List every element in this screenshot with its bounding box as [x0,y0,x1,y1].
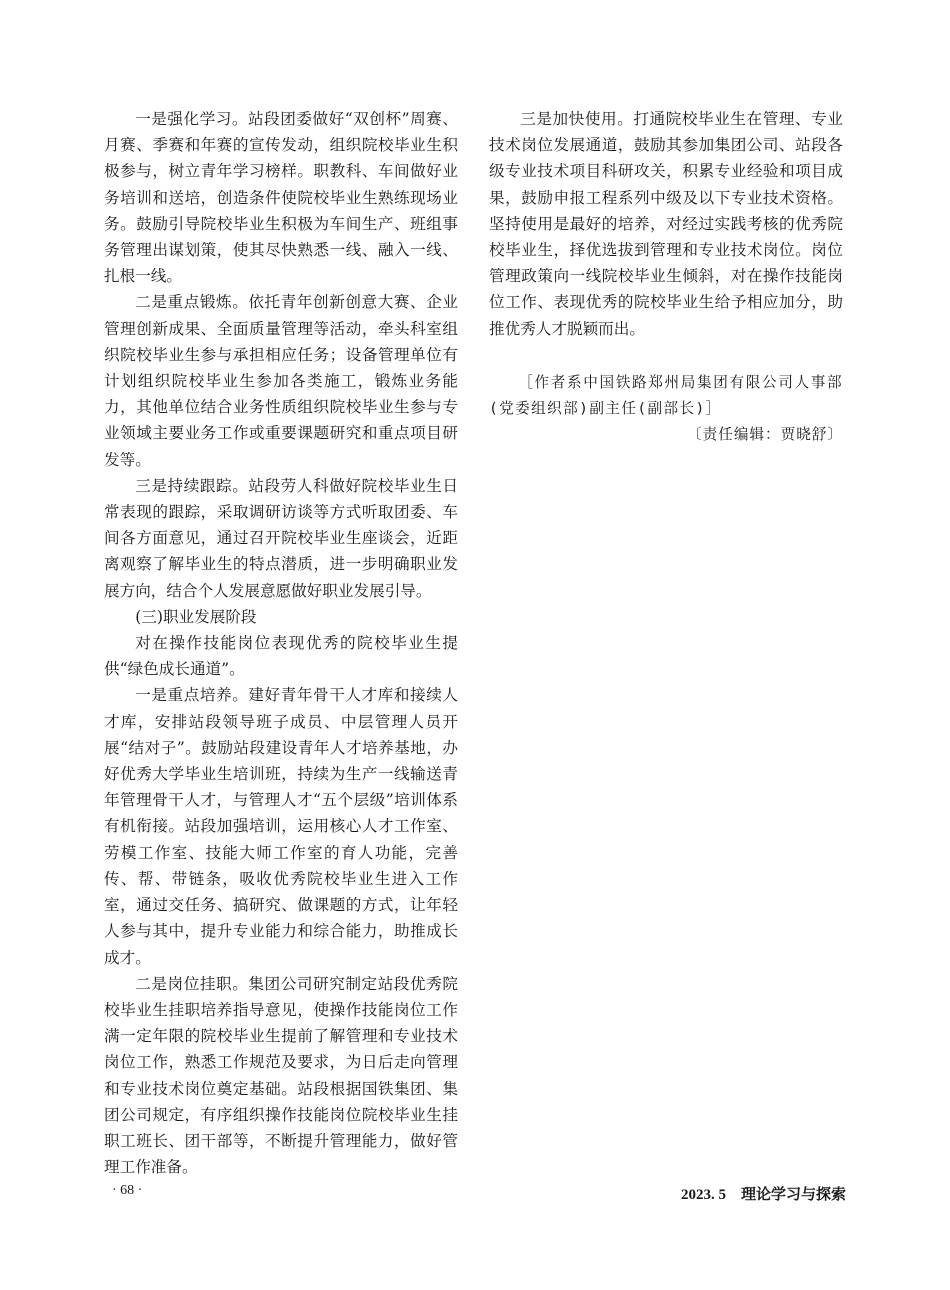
paragraph-accelerate-use: 三是加快使用。打通院校毕业生在管理、专业技术岗位发展通道，鼓励其参加集团公司、站段各级专业技术项目科研攻关，积累专业经验和项目成果，鼓励申报工程系列中级及以下专业技术资格。坚持使用是最好的培养，对经过实践考核的优秀院校毕业生，择优选拔到管理和专业技术岗位。岗位管理政策向一线院校毕业生倾斜，对在操作技能岗位工作、表现优秀的院校毕业生给予相应加分，助推优秀人才脱颖而出。 [489,110,843,338]
author-note: ［作者系中国铁路郑州局集团有限公司人事部(党委组织部)副主任(副部长)］ [489,373,843,417]
page-number: · 68 · [112,1183,143,1198]
paragraph-strengthen-learning: 一是强化学习。站段团委做好“双创杯”周赛、月赛、季赛和年赛的宣传发动，组织院校毕业生积极参与，树立青年学习榜样。职教科、车间做好业务培训和送培，创造条件使院校毕业生熟练现场业务。鼓励引导院校毕业生积极为车间生产、班组事务管理出谋划策，使其尽快熟悉一线、融入一线、扎根一线。 [104,110,458,286]
responsible-editor: 〔责任编辑：贾晓舒〕 [687,425,843,443]
section-heading-career-stage: (三)职业发展阶段 [135,607,257,626]
paragraph-post-attachment: 二是岗位挂职。集团公司研究制定站段优秀院校毕业生挂职培养指导意见，使操作技能岗位工作满一定年限的院校毕业生提前了解管理和专业技术岗位工作，熟悉工作规范及要求，为日后走向管理和专业技术岗位奠定基础。站段根据国铁集团、集团公司规定，有序组织操作技能岗位院校毕业生挂职工班长、团干部等，不断提升管理能力，做好管理工作准备。 [104,974,458,1177]
paragraph-green-channel: 对在操作技能岗位表现优秀的院校毕业生提供“绿色成长通道”。 [104,634,458,679]
right-column [489,106,843,448]
paragraph-continuous-tracking: 三是持续跟踪。站段劳人科做好院校毕业生日常表现的跟踪，采取调研访谈等方式听取团委、车间各方面意见，通过召开院校毕业生座谈会，近距离观察了解毕业生的特点潜质，进一步明确职业发展方向，结合个人发展意愿做好职业发展引导。 [104,476,458,600]
paragraph-key-training: 二是重点锻炼。依托青年创新创意大赛、企业管理创新成果、全面质量管理等活动，牵头科室组织院校毕业生参与承担相应任务；设备管理单位有计划组织院校毕业生参加各类施工，锻炼业务能力，其他单位结合业务性质组织院校毕业生参与专业领域主要业务工作或重要课题研究和重点项目研发等。 [104,293,458,469]
paragraph-key-cultivation: 一是重点培养。建好青年骨干人才库和接续人才库，安排站段领导班子成员、中层管理人员开展“结对子”。鼓励站段建设青年人才培养基地，办好优秀大学毕业生培训班，持续为生产一线输送青年管理骨干人才，与管理人才“五个层级”培训体系有机衔接。站段加强培训，运用核心人才工作室、劳模工作室、技能大师工作室的育人功能，完善传、帮、带链条，吸收优秀院校毕业生进入工作室，通过交任务、搞研究、做课题的方式，让年轻人参与其中，提升专业能力和综合能力，助推成长成才。 [104,686,458,967]
left-column [104,106,458,1180]
journal-issue: 2023. 5 理论学习与探索 [680,1187,846,1203]
